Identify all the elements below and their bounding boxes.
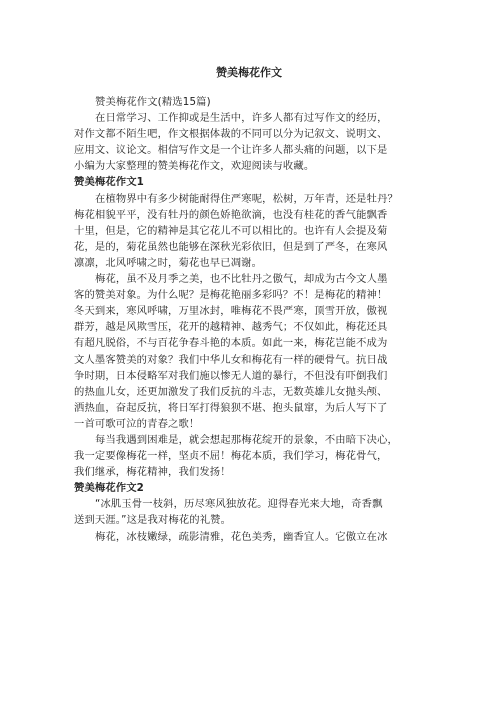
text-line: 群芳，越是风欺雪压，花开的越精神、越秀气；不仅如此，梅花还具 — [74, 321, 388, 334]
text-line: 对作文都不陌生吧，作文根据体裁的不同可以分为记叙文、说明文、 — [74, 128, 388, 141]
text-line: 争时期，日本侵略军对我们施以惨无人道的暴行，不但没有吓倒我们 — [74, 369, 388, 382]
text-line: 凛凛，北风呼啸之时，菊花也早已凋谢。 — [74, 256, 263, 269]
text-line: 梅花相貌平平，没有牡丹的颜色娇艳欲滴，也没有桂花的香气能飘香 — [74, 208, 388, 221]
text-line: 在植物界中有多少树能耐得住严寒呢，松树，万年青，还是牡丹？ — [95, 192, 398, 205]
text-line: “冰肌玉骨一枝斜，历尽寒风独放花。迎得春光来大地，奇香飘 — [95, 498, 383, 511]
document-title: 赞美梅花作文 — [216, 66, 282, 79]
text-line: 我们继承，梅花精神，我们发扬！ — [74, 466, 231, 479]
text-line: 的热血儿女，还更加激发了我们反抗的斗志，无数英雄儿女抛头颅、 — [74, 385, 388, 398]
text-line: 客的赞美对象。为什么呢？是梅花艳丽多彩吗？不！是梅花的精神！ — [74, 289, 388, 302]
text-line: 花，是的，菊花虽然也能够在深秋光彩依旧，但是到了严冬，在寒风 — [74, 240, 388, 253]
section-heading: 赞美梅花作文1 — [74, 176, 144, 189]
text-line: 小编为大家整理的赞美梅花作文，欢迎阅读与收藏。 — [74, 160, 315, 173]
text-line: 在日常学习、工作抑或是生活中，许多人都有过写作文的经历， — [95, 112, 388, 125]
text-line: 有超凡脱俗，不与百花争春斗艳的本质。如此一来，梅花岂能不成为 — [74, 337, 388, 350]
text-line: 每当我遇到困难是，就会想起那梅花绽开的景象，不由暗下决心， — [95, 433, 398, 446]
section-heading: 赞美梅花作文2 — [74, 482, 144, 495]
text-line: 文人墨客赞美的对象？我们中华儿女和梅花有一样的硬骨气。抗日战 — [74, 353, 388, 366]
text-line: 赞美梅花作文(精选15篇) — [95, 96, 211, 108]
text-line: 洒热血，奋起反抗，将日军打得狼狈不堪、抱头鼠窜，为后人写下了 — [74, 401, 388, 414]
text-line: 一首可歌可泣的青春之歌！ — [74, 417, 200, 430]
text-line: 冬天到来，寒风呼啸，万里冰封，唯梅花不畏严寒，顶雪开放，傲视 — [74, 305, 388, 318]
text-line: 梅花，虽不及月季之美，也不比牡丹之傲气，却成为古今文人墨 — [95, 273, 388, 286]
text-line: 梅花，冰枝嫩绿，疏影清雅，花色美秀，幽香宜人。它傲立在冰 — [95, 530, 388, 543]
text-line: 送到天涯。”这是我对梅花的礼赞。 — [74, 514, 232, 527]
text-line: 十里，但是，它的精神是其它花儿不可以相比的。也许有人会提及菊 — [74, 224, 388, 237]
text-line: 应用文、议论文。相信写作文是一个让许多人都头痛的问题，以下是 — [74, 144, 388, 157]
document-body — [74, 94, 424, 545]
text-line: 我一定要像梅花一样，坚贞不屈！梅花本质，我们学习，梅花骨气， — [74, 450, 388, 463]
